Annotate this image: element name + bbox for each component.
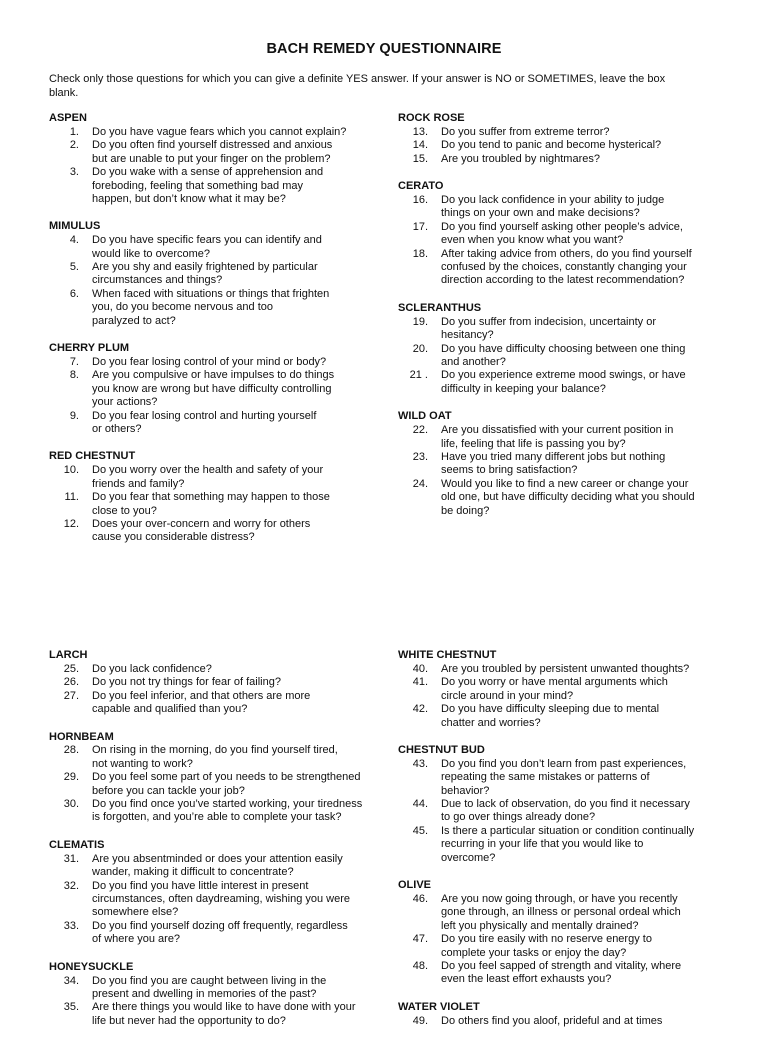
question-text: Are you shy and easily frightened by particular circumstances and things? [92, 261, 318, 287]
question-text: Are you troubled by nightmares? [441, 152, 600, 165]
question-text: Are you absentminded or does your attention easily wander, making it difficult to concentrate? [92, 852, 343, 879]
question-item [49, 920, 369, 947]
question-text: Does your over-concern and worry for others cause you considerable distress? [92, 517, 311, 544]
question-text: Have you tried many different jobs but nothing seems to bring satisfaction? [441, 450, 666, 477]
question-number: 23. [412, 450, 428, 463]
question-text: Do you worry over the health and safety of your friends and family? [92, 464, 324, 490]
question-item [49, 126, 369, 139]
page-title: BACH REMEDY QUESTIONNAIRE [266, 41, 502, 57]
question-number: 46. [412, 893, 428, 905]
question-number: 18. [412, 247, 428, 260]
question-item [398, 478, 728, 518]
question-text: Do you find yourself dozing off frequently, regardless of where you are? [92, 919, 348, 946]
question-text: Do others find you aloof, prideful and at times [441, 1014, 663, 1027]
question-item [49, 166, 369, 206]
question-number: 33. [63, 919, 79, 932]
question-number: 4. [69, 234, 79, 247]
question-text: Do you fear that something may happen to those close to you? [92, 491, 330, 517]
question-text: Do you feel sapped of strength and vitality, where even the least effort exhausts you? [441, 960, 682, 986]
remedy-section [398, 1001, 728, 1028]
question-item [398, 663, 728, 676]
question-number: 12. [63, 517, 79, 530]
remedy-heading: LARCH [49, 649, 88, 661]
remedy-heading: HORNBEAM [49, 730, 114, 743]
question-text: Do you fear losing control and hurting yourself or others? [92, 409, 317, 436]
remedy-heading: CHESTNUT BUD [398, 743, 485, 756]
remedy-section [398, 112, 728, 166]
question-item [398, 960, 728, 987]
remedy-heading: CLEMATIS [49, 838, 105, 851]
question-number: 31. [63, 852, 79, 865]
question-item [398, 126, 728, 139]
question-item [49, 744, 369, 771]
question-text: Do you worry or have mental arguments which circle around in your mind? [441, 676, 668, 702]
remedy-heading: HONEYSUCKLE [49, 960, 134, 973]
remedy-section [398, 879, 728, 987]
question-text: Do you suffer from extreme terror? [441, 125, 610, 138]
question-text: Are you dissatisfied with your current position in life, feeling that life is passing you by? [441, 424, 674, 450]
remedy-heading: RED CHESTNUT [49, 450, 136, 463]
remedy-heading: WHITE CHESTNUT [398, 649, 497, 661]
question-number: 28. [63, 744, 79, 757]
block-2-right-column [398, 649, 728, 1042]
question-item [398, 933, 728, 960]
remedy-section [49, 112, 369, 206]
question-number: 16. [412, 194, 428, 207]
question-number: 41. [412, 676, 428, 689]
remedy-section [49, 731, 369, 825]
question-text: Are you troubled by persistent unwanted thoughts? [441, 662, 690, 675]
instructions: Check only those questions for which you can give a definite YES answer. If your answer is NO or SOMETIMES, leave the box blank. [49, 73, 666, 99]
question-text: Do you lack confidence? [92, 662, 212, 675]
question-item [49, 975, 369, 1002]
remedy-section [49, 220, 369, 328]
question-text: Do you find you don’t learn from past experiences, repeating the same mistakes or patterns of behavior? [441, 757, 687, 797]
remedy-section [49, 450, 369, 544]
question-text: Do you find you are caught between living in the present and dwelling in memories of the past? [92, 974, 327, 1000]
remedy-heading: ASPEN [49, 112, 87, 124]
question-text: Do you have vague fears which you cannot explain? [92, 125, 347, 138]
question-item [49, 1001, 369, 1028]
question-item [49, 663, 369, 676]
remedy-heading: WILD OAT [398, 410, 452, 423]
question-item [398, 1015, 728, 1028]
question-item [49, 798, 369, 825]
question-item [49, 853, 369, 880]
question-item [398, 369, 728, 396]
question-number: 30. [63, 798, 79, 811]
question-item [398, 676, 728, 703]
question-item [398, 153, 728, 166]
question-number: 2. [69, 139, 79, 152]
question-item [398, 825, 728, 865]
question-number: 48. [412, 960, 428, 973]
question-number: 15. [412, 152, 428, 165]
question-text: Do you tire easily with no reserve energy to complete your tasks or enjoy the day? [441, 933, 652, 959]
question-item [49, 880, 369, 920]
question-item [49, 369, 369, 409]
question-item [49, 690, 369, 717]
question-text: Do you wake with a sense of apprehension and foreboding, feeling that something bad may happen, but don’t know what it may be? [92, 166, 324, 205]
question-item [398, 221, 728, 248]
question-number: 49. [412, 1014, 428, 1027]
question-item [398, 893, 728, 933]
question-text: Do you feel inferior, and that others are more capable and qualified than you? [92, 689, 311, 716]
remedy-heading: SCLERANTHUS [398, 301, 482, 314]
question-number: 17. [412, 220, 428, 233]
question-number: 45. [412, 824, 428, 837]
question-number: 29. [63, 771, 79, 784]
question-number: 14. [412, 139, 428, 152]
remedy-section [49, 649, 369, 717]
question-item [398, 424, 728, 451]
question-text: After taking advice from others, do you find yourself confused by the choices, constantly changing your direction according to the latest recommendation? [441, 247, 692, 287]
question-number: 22. [412, 424, 428, 437]
question-number: 8. [69, 369, 79, 382]
remedy-section [398, 410, 728, 518]
remedy-section [49, 342, 369, 436]
remedy-heading: MIMULUS [49, 220, 101, 233]
question-number: 19. [412, 315, 428, 328]
question-text: Do you experience extreme mood swings, or have difficulty in keeping your balance? [441, 369, 686, 395]
remedy-heading: CHERRY PLUM [49, 342, 130, 355]
question-number: 1. [69, 125, 79, 138]
question-text: Are there things you would like to have done with your life but never had the opportunity to do? [92, 1001, 356, 1027]
remedy-heading: CERATO [398, 180, 444, 193]
question-item [49, 261, 369, 288]
question-number: 10. [63, 464, 79, 477]
question-number: 40. [412, 662, 428, 675]
question-number: 32. [63, 879, 79, 892]
remedy-section [49, 961, 369, 1029]
remedy-section [398, 302, 728, 396]
remedy-section [398, 744, 728, 865]
question-number: 24. [412, 477, 428, 490]
question-item [398, 139, 728, 152]
question-text: Do you find yourself asking other people’s advice, even when you know what you want? [441, 220, 683, 247]
question-item [398, 248, 728, 288]
question-text: Do you feel some part of you needs to be strengthened before you can tackle your job? [92, 771, 361, 797]
question-item [49, 676, 369, 689]
question-number: 9. [69, 409, 79, 422]
question-text: Do you often find yourself distressed and anxious but are unable to put your finger on the problem? [92, 139, 333, 165]
question-number: 20. [412, 342, 428, 355]
question-number: 7. [69, 356, 79, 368]
remedy-heading: WATER VIOLET [398, 1000, 480, 1013]
question-text: Do you have difficulty choosing between one thing and another? [441, 342, 686, 368]
question-text: Are you now going through, or have you recently gone through, an illness or personal ordeal which left you physically and mentally drained? [441, 893, 681, 932]
question-text: Would you like to find a new career or change your old one, but have difficulty deciding what you should be doing? [441, 477, 695, 517]
question-item [49, 518, 369, 545]
question-item [49, 464, 369, 491]
question-text: Do you find once you’ve started working, your tiredness is forgotten, and you’re able to complete your task? [92, 798, 363, 824]
remedy-section [398, 649, 728, 730]
question-item [49, 234, 369, 261]
block-1-left-column [49, 112, 369, 559]
question-number: 5. [69, 261, 79, 274]
question-text: When faced with situations or things that frighten you, do you become nervous and too paralyzed to act? [92, 287, 330, 327]
question-number: 43. [412, 757, 428, 770]
block-1-right-column [398, 112, 728, 532]
block-2-left-column [49, 649, 369, 1042]
question-number: 11. [64, 491, 79, 504]
question-text: Do you tend to panic and become hysterical? [441, 139, 662, 152]
remedy-heading: OLIVE [398, 879, 432, 892]
question-item [398, 451, 728, 478]
question-number: 26. [63, 676, 79, 689]
question-text: Do you fear losing control of your mind or body? [92, 356, 327, 368]
question-item [49, 139, 369, 166]
question-number: 6. [69, 287, 79, 300]
remedy-heading: ROCK ROSE [398, 112, 465, 124]
remedy-section [398, 180, 728, 288]
question-text: On rising in the morning, do you find yourself tired, not wanting to work? [92, 744, 338, 770]
question-item [398, 758, 728, 798]
question-number: 3. [69, 166, 79, 179]
question-number: 34. [63, 974, 79, 987]
question-item [398, 703, 728, 730]
question-item [49, 771, 369, 798]
question-number: 27. [63, 689, 79, 702]
question-text: Do you lack confidence in your ability to judge things on your own and make decisions? [441, 194, 665, 220]
question-item [49, 288, 369, 328]
question-number: 13. [412, 125, 428, 138]
question-text: Are you compulsive or have impulses to do things you know are wrong but have difficulty controlling your actions? [92, 369, 335, 409]
question-item [49, 356, 369, 369]
question-text: Do you have specific fears you can identify and would like to overcome? [92, 234, 322, 260]
question-number: 35. [63, 1001, 79, 1014]
question-text: Due to lack of observation, do you find it necessary to go over things already done? [441, 798, 690, 824]
question-number: 44. [412, 798, 428, 811]
question-text: Is there a particular situation or condition continually recurring in your life that you would like to overcome? [441, 824, 695, 864]
question-item [398, 316, 728, 343]
question-text: Do you not try things for fear of failing? [92, 676, 281, 689]
question-text: Do you suffer from indecision, uncertainty or hesitancy? [441, 315, 657, 342]
question-text: Do you have difficulty sleeping due to mental chatter and worries? [441, 703, 660, 729]
question-item [398, 343, 728, 370]
question-number: 21 . [409, 369, 428, 382]
question-item [49, 491, 369, 518]
question-text: Do you find you have little interest in present circumstances, often daydreaming, wishing you were somewhere else? [92, 879, 351, 919]
question-number: 25. [63, 662, 79, 675]
question-number: 42. [412, 703, 428, 716]
question-item [49, 410, 369, 437]
question-item [398, 194, 728, 221]
remedy-section [49, 839, 369, 947]
question-item [398, 798, 728, 825]
question-number: 47. [412, 933, 428, 946]
